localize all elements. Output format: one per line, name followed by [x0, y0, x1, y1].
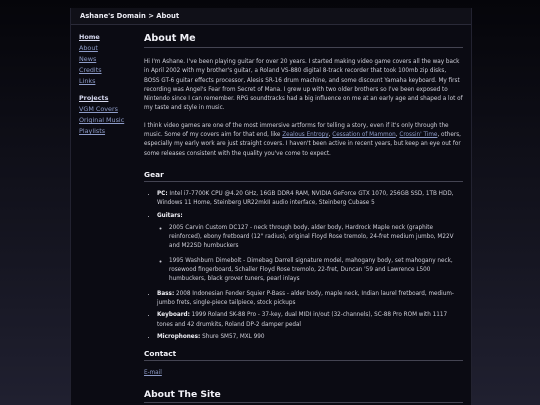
nav-link-projects[interactable]: Projects [79, 94, 109, 102]
nav-link-home[interactable]: Home [79, 33, 100, 41]
gear-item-guitars [157, 212, 463, 285]
link-cessation-of-mammon[interactable]: Cessation of Mammon [332, 132, 396, 139]
about-me-heading: About Me [144, 32, 463, 48]
nav-group-projects [79, 93, 131, 137]
about-site-heading: About The Site [144, 388, 463, 403]
nav-group-main [79, 32, 131, 87]
breadcrumb-site[interactable]: Ashane's Domain [80, 12, 146, 20]
nav-link-about[interactable]: About [79, 44, 98, 52]
contact-paragraph [144, 369, 463, 378]
gear-item-pc [157, 190, 463, 209]
guitar-list [157, 224, 463, 285]
gear-label-pc: PC: [157, 190, 168, 197]
main-content [144, 32, 463, 403]
sidebar-nav [79, 32, 131, 143]
nav-link-news[interactable]: News [79, 55, 97, 63]
gear-text-bass: 2008 Indonesian Fender Squier P-Bass - alder body, maple neck, Indian laurel fretboard, medium-jumbo frets, single-piece tailpiece, stock pickups [157, 290, 454, 306]
guitar-item-carvin: ◦ 2005 Carvin Custom DC127 - neck through body, alder body, Hardrock Maple neck (graphite reinforced), ebony fretboard (12" radius), original Floyd Rose tremolo, 24-fret medium jumbo, M22V and M22SD humbuckers [169, 224, 463, 252]
content-frame [70, 8, 472, 405]
link-zealous-entropy[interactable]: Zealous Entropy [282, 132, 329, 139]
email-link[interactable]: E-mail [144, 370, 162, 377]
gear-text-keyboard: 1999 Roland SK-88 Pro - 37-key, dual MIDI in/out (32-channels), SC-88 Pro ROM with 1117 tones and 42 drumkits, Roland DP-2 damper pedal [157, 312, 448, 328]
nav-link-original-music[interactable]: Original Music [79, 116, 125, 124]
gear-label-keyboard: Keyboard: [157, 312, 190, 319]
nav-link-playlists[interactable]: Playlists [79, 127, 106, 135]
about-p2-text-start: I think video games are one of the most immersive artforms for telling a story, even if it's only through the music. Some of my covers aim for that end, like [144, 122, 449, 139]
about-p2-sep-2: , [395, 132, 400, 139]
gear-label-bass: Bass: [157, 290, 175, 297]
gear-item-keyboard [157, 311, 463, 330]
link-crossin-time[interactable]: Crossin' Time [399, 132, 438, 139]
gear-heading: Gear [144, 169, 463, 182]
gear-label-guitars: Guitars: [157, 212, 183, 219]
gear-label-microphones: Microphones: [157, 333, 201, 340]
about-paragraph-1: Hi I'm Ashane. I've been playing guitar for over 20 years. I started making video game covers all the way back in April 2002 with my brother's guitar, a Roland VS-880 digital 8-track recorder that took 100mb zip disks, BOSS GT-6 guitar effects processor, Alesis SR-16 drum machine, and some discount Yamaha keyboard. My first recording was Angel's Fear from Secret of Mana. I grew up with two older brothers so I've been exposed to Nintendo since I can remember. RPG soundtracks had a big influence on me at an early age and shaped a lot of my taste and style in music. [144, 59, 463, 112]
breadcrumb [71, 8, 471, 25]
about-p2-sep-1: , [328, 132, 333, 139]
breadcrumb-current: About [156, 12, 180, 20]
gear-list [144, 190, 463, 342]
gear-item-bass [157, 290, 463, 309]
contact-heading: Contact [144, 348, 463, 361]
nav-link-vgm-covers[interactable]: VGM Covers [79, 105, 118, 113]
guitar-item-washburn: ◦ 1995 Washburn Dimebolt - Dimebag Darrell signature model, mahogany body, set mahogany neck, rosewood fingerboard, Schaller Floyd Rose tremolo, 22-fret, Duncan '59 and Lawrence L500 humbuckers, black grover tuners, pearl inlays [169, 257, 463, 285]
nav-link-links[interactable]: Links [79, 77, 96, 85]
gear-text-pc: Intel i7-7700K CPU @4.20 GHz, 16GB DDR4 RAM, NVIDIA GeForce GTX 1070, 256GB SSD, 1TB HDD, Windows 11 Home, Steinberg UR22mkII audio interface, Steinberg Cubase 5 [157, 190, 454, 207]
about-p2-text-end: , others, especially my early work are just straight covers. I haven't been active in recent years, but keep an eye out for some releases consistent with the quality you've come to expect. [144, 132, 461, 157]
gear-item-microphones [157, 333, 463, 342]
nav-link-credits[interactable]: Credits [79, 66, 102, 74]
about-paragraph-2 [144, 122, 463, 159]
breadcrumb-separator: > [145, 12, 157, 20]
gear-text-microphones: Shure SM57, MXL 990 [200, 333, 265, 340]
